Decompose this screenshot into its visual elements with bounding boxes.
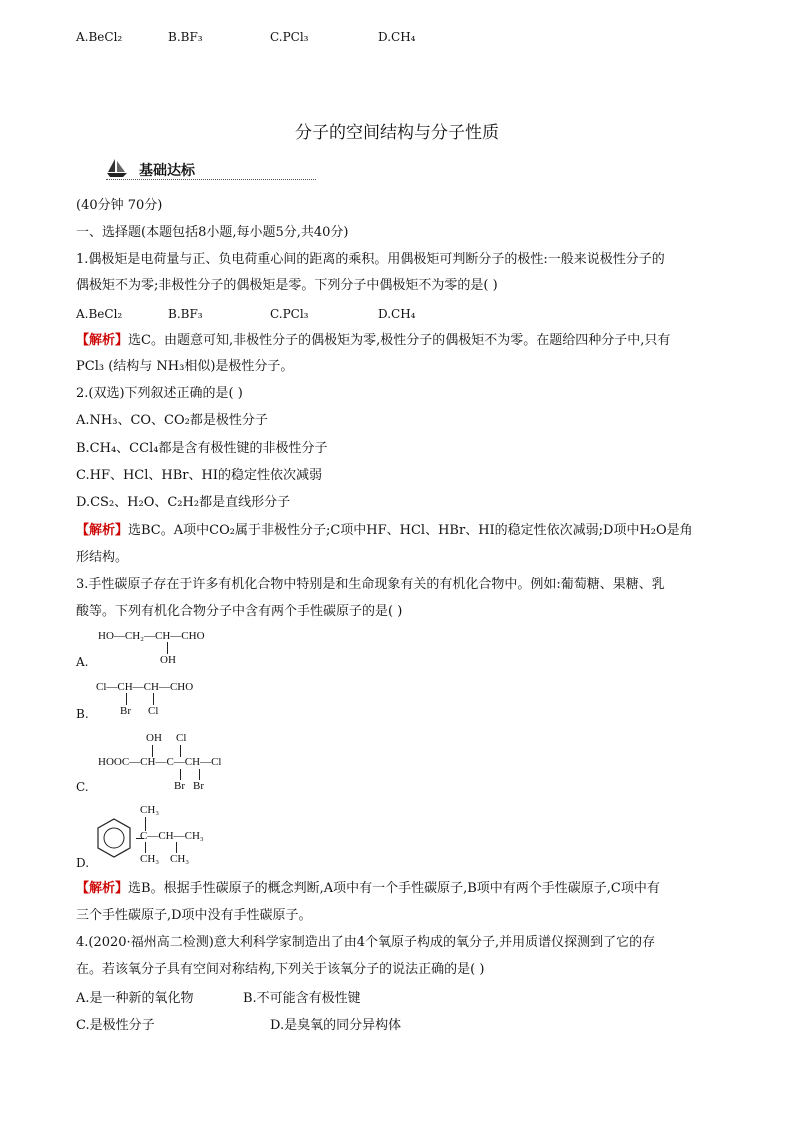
fc-bot1: Br <box>174 780 185 792</box>
q1-analysis-line2: PCl₃ (结构与 NH₃相似)是极性分子。 <box>76 359 294 374</box>
section-header <box>106 158 316 180</box>
q2-option-b: B.CH₄、CCl₄都是含有极性键的非极性分子 <box>76 441 328 456</box>
q1-analysis-text1: 选C。由题意可知,非极性分子的偶极矩为零,极性分子的偶极矩不为零。在题给四种分子中,只有 <box>128 333 671 348</box>
q2-stem: 2.(双选)下列叙述正确的是( ) <box>76 386 243 401</box>
analysis-tag: 【解析】 <box>76 333 129 348</box>
benzene-ring-icon <box>94 816 134 860</box>
fb-sub1: Br <box>120 705 131 717</box>
sailboat-icon <box>106 158 130 178</box>
header-option-c: C.PCl₃ <box>270 30 309 44</box>
q1-option-d: D.CH₄ <box>378 307 416 321</box>
structure-formula-d <box>94 804 314 868</box>
q3-letter-d: D. <box>76 856 90 870</box>
section-divider <box>106 179 316 180</box>
fb-sub2: Cl <box>148 705 159 717</box>
fc-bond-bot2 <box>199 769 201 780</box>
q2-option-c: C.HF、HCl、HBr、HI的稳定性依次减弱 <box>76 468 322 483</box>
q4-option-c: C.是极性分子 <box>76 1018 155 1033</box>
part1-heading: 一、选择题(本题包括8小题,每小题5分,共40分) <box>76 225 349 240</box>
q1-option-b: B.BF₃ <box>168 307 203 321</box>
q4-option-b: B.不可能含有极性键 <box>243 991 361 1006</box>
q3-letter-c: C. <box>76 780 89 794</box>
fd-bot1: CH₃ <box>140 853 160 865</box>
structure-formula-c <box>94 732 314 798</box>
fa-sub: OH <box>160 654 176 666</box>
analysis-tag: 【解析】 <box>76 881 129 896</box>
q3-analysis-line2: 三个手性碳原子,D项中没有手性碳原子。 <box>76 908 312 923</box>
fd-main: C—CH—CH₃ <box>140 830 204 842</box>
q1-stem-line1: 1.偶极矩是电荷量与正、负电荷重心间的距离的乘积。用偶极矩可判断分子的极性:一般来说极性分子的 <box>76 252 665 267</box>
q3-letter-b: B. <box>76 707 89 721</box>
time-score: (40分钟 70分) <box>76 198 163 213</box>
header-option-d: D.CH₄ <box>378 30 416 44</box>
fb-bond2 <box>153 693 155 705</box>
fc-main: HOOC—CH—C—CH—Cl <box>98 756 222 768</box>
q3-letter-a: A. <box>76 655 89 669</box>
fd-bond-bot1 <box>145 842 147 853</box>
q4-stem-line1: 4.(2020·福州高二检测)意大利科学家制造出了由4个氧原子构成的氧分子,并用质谱仪探测到了它的存 <box>76 935 656 950</box>
q2-analysis-text1: 选BC。A项中CO₂属于非极性分子;C项中HF、HCl、HBr、HI的稳定性依次减弱;D项中H₂O是角 <box>128 523 693 538</box>
q4-option-a: A.是一种新的氧化物 <box>76 991 194 1006</box>
q1-stem-line2: 偶极矩不为零;非极性分子的偶极矩是零。下列分子中偶极矩不为零的是( ) <box>76 278 498 293</box>
structure-formula-a <box>94 630 294 670</box>
analysis-tag: 【解析】 <box>76 523 129 538</box>
fd-top: CH₃ <box>140 804 160 816</box>
fa-main: HO—CH₂—CH—CHO <box>98 630 205 642</box>
fb-main: Cl—CH—CH—CHO <box>96 681 194 693</box>
q1-option-a: A.BeCl₂ <box>76 307 123 321</box>
section-label: 基础达标 <box>139 163 195 179</box>
q2-option-a: A.NH₃、CO、CO₂都是极性分子 <box>76 413 268 428</box>
fa-bond <box>167 642 169 654</box>
q1-analysis-line1 <box>76 332 726 350</box>
structure-formula-b <box>94 681 294 721</box>
q2-analysis-line1 <box>76 522 726 540</box>
q1-option-c: C.PCl₃ <box>270 307 309 321</box>
header-option-b: B.BF₃ <box>168 30 203 44</box>
header-option-a: A.BeCl₂ <box>76 30 123 44</box>
page-title: 分子的空间结构与分子性质 <box>295 123 499 143</box>
fc-top1: OH <box>146 732 162 744</box>
q2-analysis-line2: 形结构。 <box>76 550 129 565</box>
fc-top2: Cl <box>176 732 187 744</box>
fd-bond-top <box>145 817 147 831</box>
q3-stem-line2: 酸等。下列有机化合物分子中含有两个手性碳原子的是( ) <box>76 604 403 619</box>
q3-stem-line1: 3.手性碳原子存在于许多有机化合物中特别是和生命现象有关的有机化合物中。例如:葡萄糖、果糖、乳 <box>76 577 665 592</box>
fc-bot2: Br <box>193 780 204 792</box>
fb-bond1 <box>126 693 128 705</box>
q4-option-d: D.是臭氧的同分异构体 <box>270 1018 402 1033</box>
q3-analysis-text1: 选B。根据手性碳原子的概念判断,A项中有一个手性碳原子,B项中有两个手性碳原子,C项中有 <box>128 881 660 896</box>
q4-stem-line2: 在。若该氧分子具有空间对称结构,下列关于该氧分子的说法正确的是( ) <box>76 962 485 977</box>
q2-option-d: D.CS₂、H₂O、C₂H₂都是直线形分子 <box>76 495 291 510</box>
fd-bot2: CH₃ <box>170 853 190 865</box>
fd-bond-bot2 <box>176 842 178 853</box>
q3-analysis-line1 <box>76 880 726 898</box>
fc-bond-bot1 <box>180 769 182 780</box>
